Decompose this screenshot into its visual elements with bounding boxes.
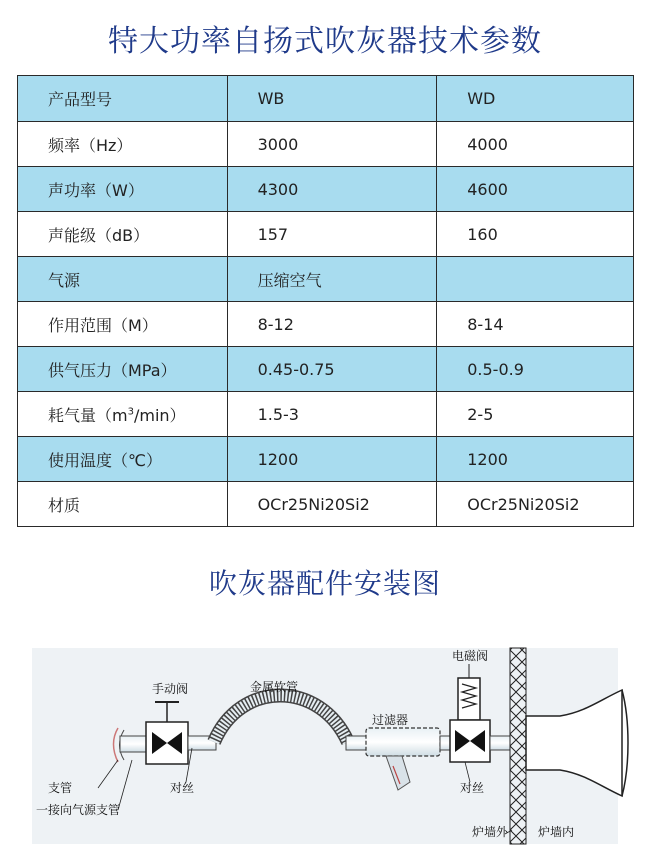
param-label: 使用温度（℃）: [18, 437, 228, 482]
wb-value: 1200: [227, 437, 437, 482]
wall-outside-label: 炉墙外: [472, 825, 509, 839]
table-row: [18, 392, 634, 437]
wb-value: 压缩空气: [227, 257, 437, 302]
fitting-label-left: 对丝: [170, 781, 195, 795]
param-label: 耗气量$(m^3/\min)$: [18, 392, 228, 437]
wd-value: [437, 257, 634, 302]
table-row: [18, 437, 634, 482]
wd-value: 0.5-0.9: [437, 347, 634, 392]
table-row: [18, 122, 634, 167]
wd-value: 8-14: [437, 302, 634, 347]
filter-label: 过滤器: [372, 713, 409, 727]
table-row: [18, 482, 634, 527]
wb-value: 8-12: [227, 302, 437, 347]
param-label: 作用范围（M）: [18, 302, 228, 347]
wb-value: 3000: [227, 122, 437, 167]
wall-inside-label: 炉墙内: [538, 825, 575, 839]
param-label: 声功率（W）: [18, 167, 228, 212]
manual-valve-label: 手动阀: [152, 682, 189, 696]
wb-value: OCr25Ni20Si2: [227, 482, 437, 527]
table-row: [18, 257, 634, 302]
wb-value: 1.5-3: [227, 392, 437, 437]
fitting-label-right: 对丝: [460, 781, 485, 795]
table-row: [18, 76, 634, 122]
installation-diagram: [0, 620, 650, 855]
page-title: 特大功率自扬式吹灰器技术参数: [108, 24, 542, 59]
wd-value: 4600: [437, 167, 634, 212]
spec-table: [17, 75, 634, 527]
furnace-wall: [510, 648, 526, 844]
wd-value: 160: [437, 212, 634, 257]
wd-value: WD: [437, 76, 634, 122]
wb-value: WB: [227, 76, 437, 122]
wb-value: 4300: [227, 167, 437, 212]
param-label: 产品型号: [18, 76, 228, 122]
wd-value: 4000: [437, 122, 634, 167]
wd-value: 1200: [437, 437, 634, 482]
wd-value: OCr25Ni20Si2: [437, 482, 634, 527]
table-row: [18, 347, 634, 392]
metal-hose-label: 金属软管: [250, 680, 299, 694]
table-row: [18, 212, 634, 257]
param-label: 频率（Hz）: [18, 122, 228, 167]
param-label: 供气压力（MPa）: [18, 347, 228, 392]
table-row: [18, 167, 634, 212]
param-label: 气源: [18, 257, 228, 302]
branch-pipe-label: 支管: [48, 781, 73, 795]
param-label: 材质: [18, 482, 228, 527]
connect-branch-label: 一接向气源支管: [36, 803, 121, 817]
wb-value: 0.45-0.75: [227, 347, 437, 392]
table-row: [18, 302, 634, 347]
diagram-title: 吹灰器配件安装图: [208, 567, 441, 600]
solenoid-valve-label: 电磁阀: [452, 649, 489, 663]
param-label: 声能级（dB）: [18, 212, 228, 257]
wb-value: 157: [227, 212, 437, 257]
wd-value: 2-5: [437, 392, 634, 437]
